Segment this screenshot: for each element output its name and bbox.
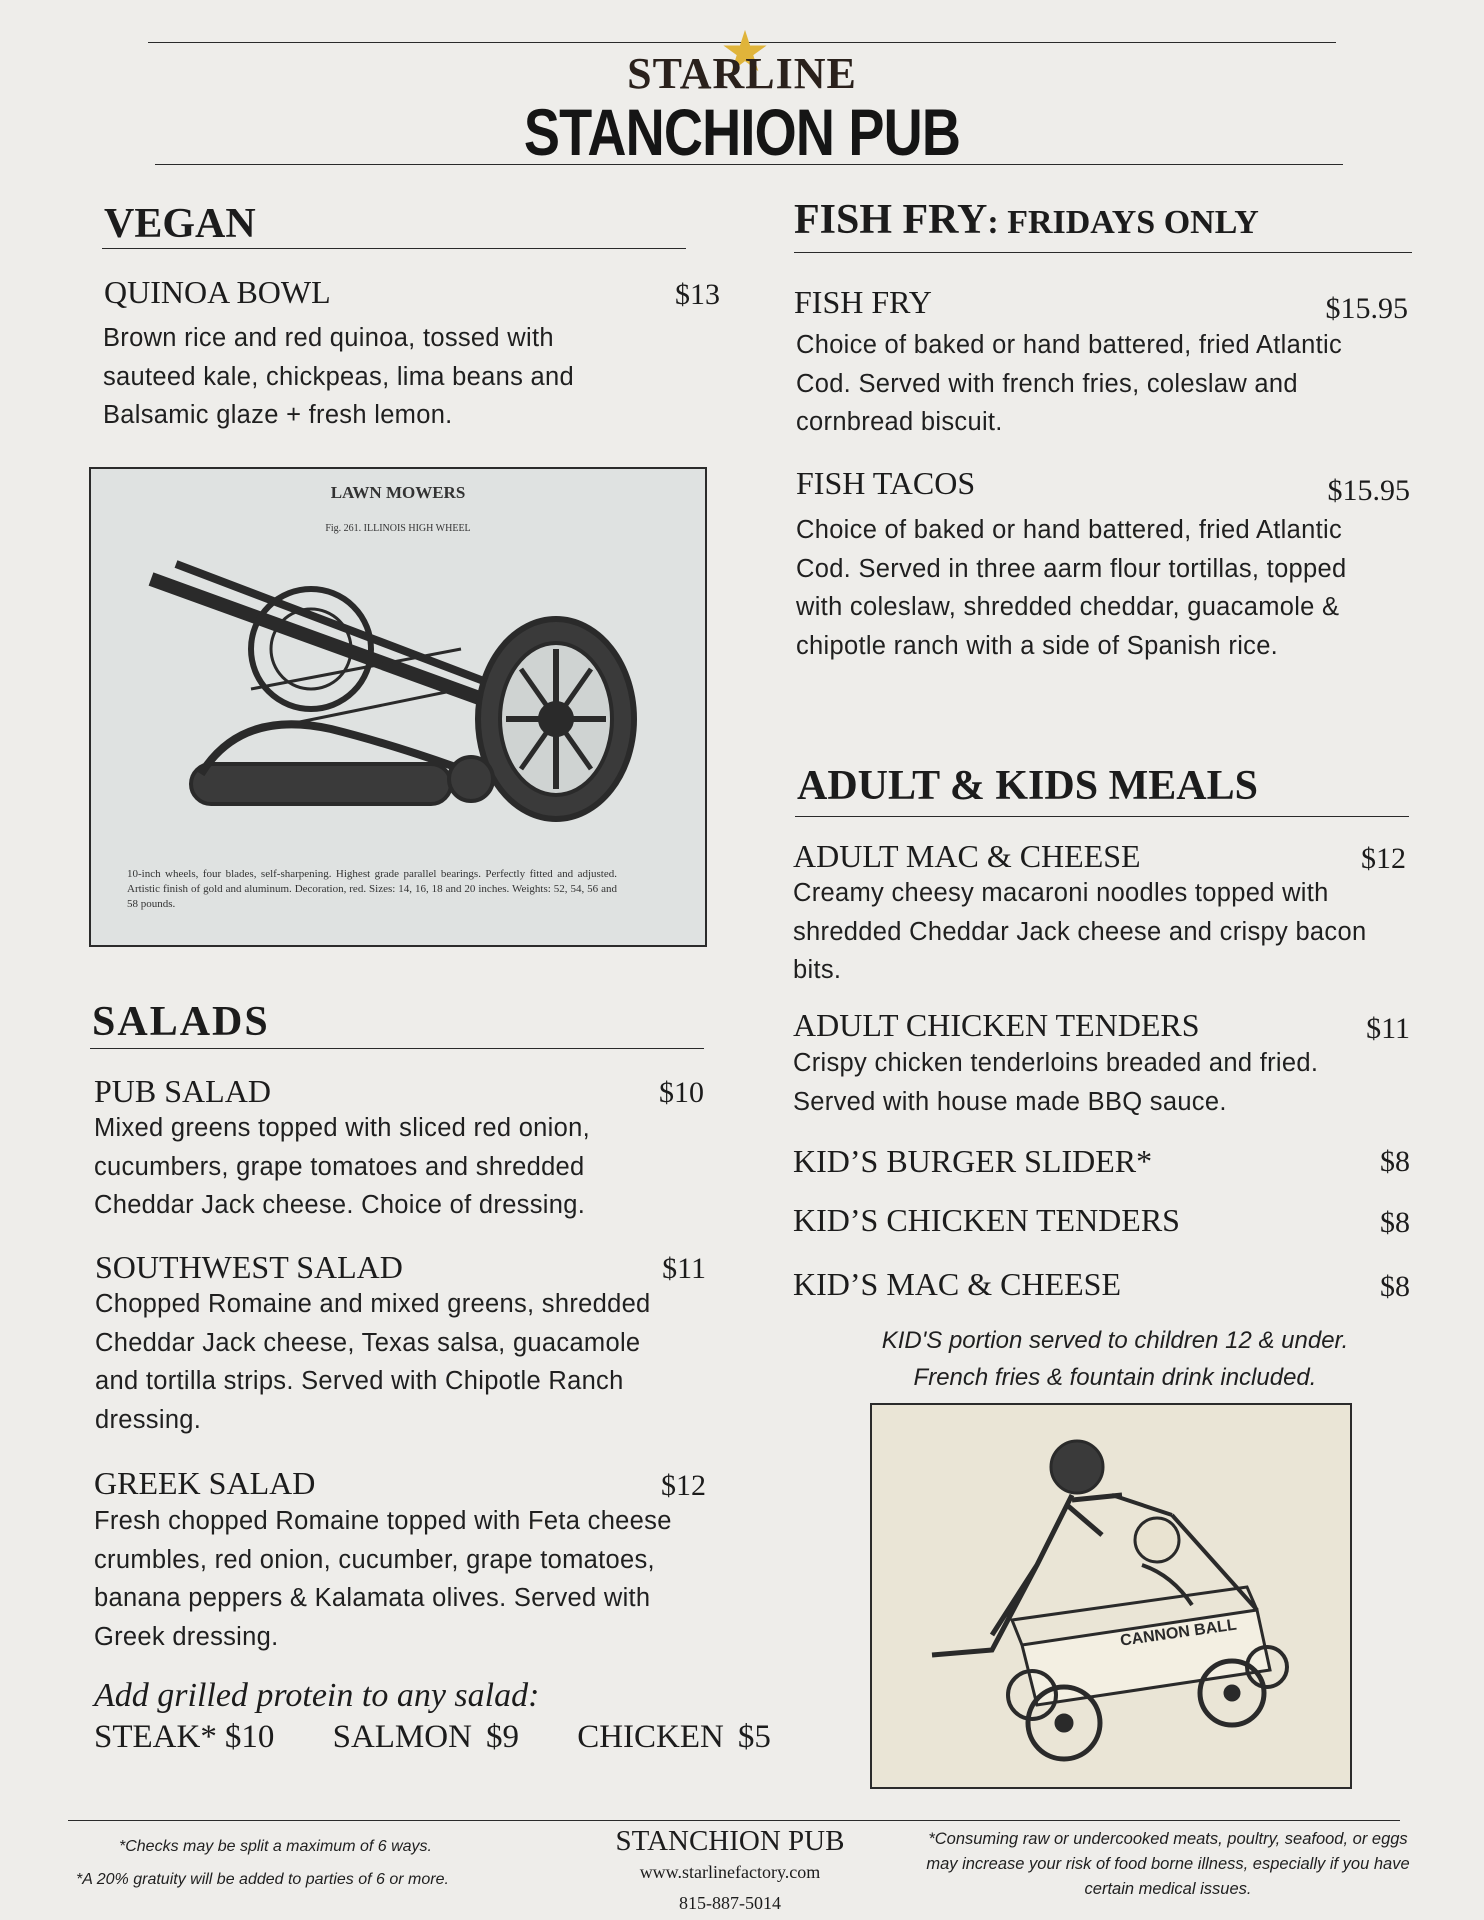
salad-addon-title: Add grilled protein to any salad: bbox=[94, 1677, 540, 1714]
footer-pub-name: STANCHION PUB bbox=[615, 1825, 845, 1857]
menu-item-price: $11 bbox=[662, 1252, 706, 1285]
menu-item-description: Choice of baked or hand battered, fried Atlantic Cod. Served with french fries, coleslaw and cornbread biscuit. bbox=[796, 331, 1342, 436]
footer-website[interactable]: www.starlinefactory.com bbox=[639, 1862, 821, 1882]
kids-note-line1: KID'S portion served to children 12 & under. bbox=[881, 1327, 1349, 1354]
plate-caption: 10-inch wheels, four blades, self-sharpening. Highest grade parallel bearings. Perfectly fitted and adjusted. Artistic finish of gold and aluminum. Decoration, red. Sizes: 14, 16, 18 and 20 inches. Weights: 52, 54, 56 and 58 pounds. bbox=[127, 868, 617, 910]
plate-title: LAWN MOWERS bbox=[330, 483, 466, 502]
section-heading-fish-fry bbox=[794, 196, 1259, 244]
header-bottom-rule bbox=[155, 164, 1343, 165]
brand-starline: STARLINE bbox=[627, 49, 857, 98]
menu-item-name: KID’S BURGER SLIDER* bbox=[793, 1143, 1153, 1179]
adult-kids-rule bbox=[795, 816, 1409, 817]
fish-fry-rule bbox=[794, 252, 1412, 253]
menu-item-price: $10 bbox=[659, 1076, 704, 1109]
plate-figure-label: Fig. 261. ILLINOIS HIGH WHEEL bbox=[325, 523, 471, 534]
footer-split-note: *Checks may be split a maximum of 6 ways. bbox=[119, 1838, 432, 1855]
menu-item-name: GREEK SALAD bbox=[94, 1465, 316, 1501]
brand-stanchion-pub: STANCHION PUB bbox=[523, 95, 961, 169]
menu-item-price: $8 bbox=[1380, 1270, 1410, 1303]
menu-item-price: $15.95 bbox=[1327, 474, 1410, 507]
menu-item-price: $11 bbox=[1366, 1012, 1410, 1045]
wagon-label: CANNON BALL bbox=[1119, 1616, 1238, 1650]
menu-item-name: ADULT CHICKEN TENDERS bbox=[793, 1007, 1200, 1043]
addon-steak: STEAK* $10 bbox=[94, 1719, 275, 1755]
section-heading-adult-kids: ADULT & KIDS MEALS bbox=[797, 763, 1258, 809]
menu-item-name: FISH TACOS bbox=[796, 465, 976, 501]
menu-item-description: Creamy cheesy macaroni noodles topped with shredded Cheddar Jack cheese and crispy bacon bits. bbox=[793, 879, 1367, 984]
menu-item-description: Choice of baked or hand battered, fried Atlantic Cod. Served in three aarm flour tortillas, topped with coleslaw, shredded cheddar, guacamole & chipotle ranch with a side of Spanish rice. bbox=[796, 516, 1347, 660]
menu-item-name: KID’S MAC & CHEESE bbox=[793, 1266, 1122, 1302]
kids-note-line2: French fries & fountain drink included. bbox=[913, 1364, 1317, 1391]
menu-item-description: Brown rice and red quinoa, tossed with sauteed kale, chickpeas, lima beans and Balsamic glaze + fresh lemon. bbox=[103, 324, 574, 429]
footer-consumption-warning: *Consuming raw or undercooked meats, poultry, seafood, or eggs may increase your risk of food borne illness, especially if you have certain medical issues. bbox=[926, 1830, 1410, 1898]
footer-gratuity-note: *A 20% gratuity will be added to parties of 6 or more. bbox=[76, 1871, 449, 1888]
salads-rule bbox=[90, 1048, 704, 1049]
menu-item-description: Chopped Romaine and mixed greens, shredded Cheddar Jack cheese, Texas salsa, guacamole and tortilla strips. Served with Chipotle Ranch dressing. bbox=[95, 1290, 651, 1434]
menu-item-name: QUINOA BOWL bbox=[104, 274, 331, 310]
menu-item-price: $8 bbox=[1380, 1206, 1410, 1239]
menu-item-description: Mixed greens topped with sliced red onion, cucumbers, grape tomatoes and shredded Cheddar Jack cheese. Choice of dressing. bbox=[94, 1114, 590, 1219]
menu-item-description: Fresh chopped Romaine topped with Feta cheese crumbles, red onion, cucumber, grape tomatoes, banana peppers & Kalamata olives. Served with Greek dressing. bbox=[94, 1507, 672, 1651]
menu-item-price: $12 bbox=[661, 1469, 706, 1502]
menu-item-name: FISH FRY bbox=[794, 284, 932, 320]
fish-fry-subheading: : FRIDAYS ONLY bbox=[987, 204, 1259, 241]
menu-item-description: Crispy chicken tenderloins breaded and fried. Served with house made BBQ sauce. bbox=[793, 1049, 1319, 1116]
wagon-illustration bbox=[870, 1403, 1352, 1789]
wagon-drawing bbox=[872, 1405, 1350, 1787]
menu-item-name: ADULT MAC & CHEESE bbox=[793, 838, 1141, 874]
footer-rule bbox=[68, 1820, 1400, 1821]
menu-item-price: $15.95 bbox=[1325, 292, 1408, 325]
menu-item-name: SOUTHWEST SALAD bbox=[95, 1249, 403, 1285]
menu-item-price: $13 bbox=[675, 278, 720, 311]
menu-item-price: $12 bbox=[1361, 842, 1406, 875]
menu-item-name: KID’S CHICKEN TENDERS bbox=[793, 1202, 1180, 1238]
section-heading-salads: SALADS bbox=[92, 999, 270, 1045]
menu-item-price: $8 bbox=[1380, 1145, 1410, 1178]
menu-item-name: PUB SALAD bbox=[94, 1073, 271, 1109]
footer-phone[interactable]: 815-887-5014 bbox=[679, 1893, 781, 1913]
vegan-rule bbox=[102, 248, 686, 249]
addon-chicken: CHICKEN $5 bbox=[577, 1719, 771, 1755]
lawn-mower-illustration bbox=[89, 467, 707, 947]
salad-addon-list bbox=[94, 1719, 815, 1756]
addon-salmon: SALMON $9 bbox=[332, 1719, 519, 1755]
lawn-mower-drawing bbox=[131, 549, 671, 839]
fish-fry-heading: FISH FRY bbox=[794, 197, 988, 243]
section-heading-vegan: VEGAN bbox=[104, 201, 256, 247]
